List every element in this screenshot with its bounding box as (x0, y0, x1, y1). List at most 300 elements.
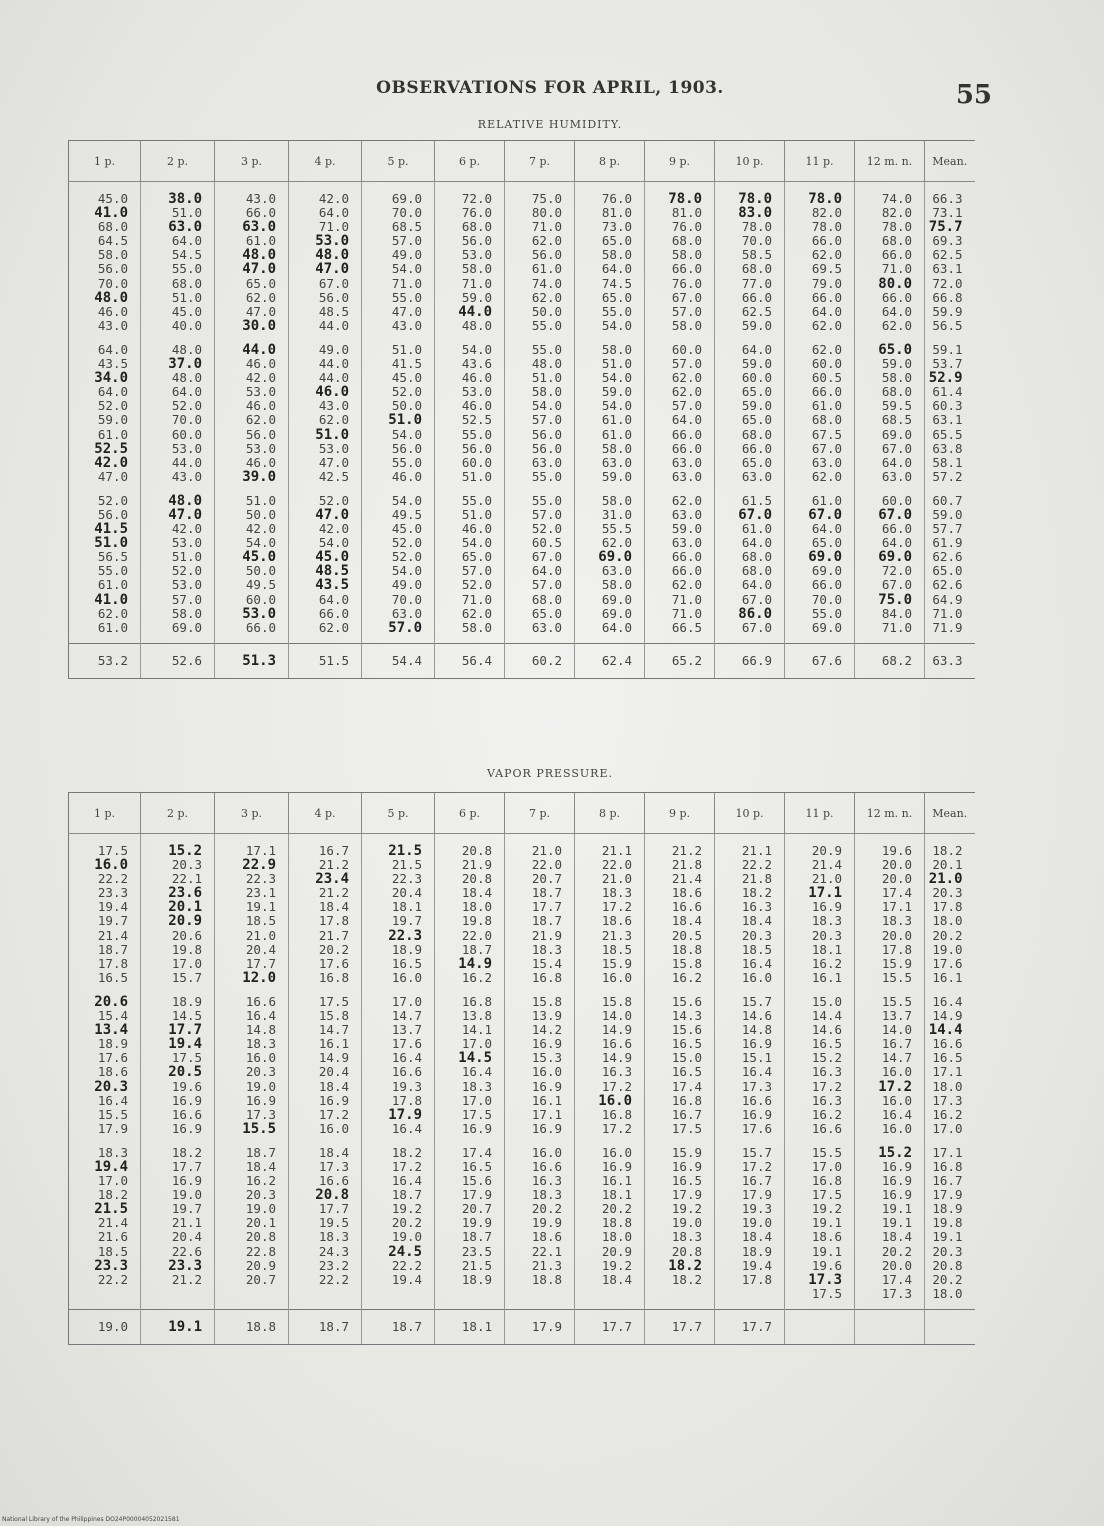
table-cell: 48.0 (435, 319, 505, 333)
table-row (69, 914, 975, 928)
table-cell: 19.2 (575, 1259, 645, 1273)
table-cell: 16.3 (575, 1065, 645, 1079)
table-cell: 49.0 (362, 578, 435, 592)
table-cell: 62.5 (925, 248, 975, 262)
table-cell: 14.6 (785, 1023, 855, 1037)
table-cell: 18.8 (645, 943, 715, 957)
table-cell: 48.0 (289, 248, 362, 262)
column-header: 9 p. (645, 793, 715, 834)
table-cell: 15.2 (785, 1051, 855, 1065)
table-cell: 68.5 (362, 220, 435, 234)
table-cell: 16.0 (69, 858, 141, 872)
column-header: 10 p. (715, 793, 785, 834)
table-cell: 55.0 (362, 291, 435, 305)
table-row (69, 1287, 975, 1301)
table-row (69, 957, 975, 971)
table-cell: 51.0 (362, 413, 435, 427)
table-row (69, 319, 975, 333)
table-cell: 64.0 (855, 305, 925, 319)
mean-cell (855, 1309, 925, 1344)
table-cell: 67.0 (645, 291, 715, 305)
table-cell: 19.2 (362, 1202, 435, 1216)
table-cell: 68.0 (855, 234, 925, 248)
table-cell: 15.9 (645, 1146, 715, 1160)
table-cell: 70.0 (362, 593, 435, 607)
table-cell: 74.5 (575, 277, 645, 291)
table-cell: 63.8 (925, 442, 975, 456)
table-cell: 62.0 (575, 536, 645, 550)
table-cell: 51.0 (505, 371, 575, 385)
table-cell: 15.8 (289, 1009, 362, 1023)
table-cell: 43.0 (141, 470, 215, 484)
table-cell: 20.5 (645, 929, 715, 943)
table-cell: 63.0 (645, 536, 715, 550)
table-cell: 61.0 (715, 522, 785, 536)
table-cell: 19.6 (785, 1259, 855, 1273)
table-cell: 61.0 (215, 234, 289, 248)
table-cell: 18.2 (69, 1188, 141, 1202)
table-cell: 16.7 (855, 1037, 925, 1051)
table-cell: 31.0 (575, 508, 645, 522)
table-cell: 62.0 (215, 413, 289, 427)
table-cell: 20.8 (289, 1188, 362, 1202)
table-cell: 81.0 (575, 206, 645, 220)
table-cell: 17.9 (362, 1108, 435, 1122)
table-cell: 60.0 (715, 371, 785, 385)
column-header: 7 p. (505, 141, 575, 182)
table-cell: 53.0 (215, 442, 289, 456)
table-cell: 17.0 (435, 1094, 505, 1108)
table-cell: 21.9 (505, 929, 575, 943)
table-cell: 17.9 (435, 1188, 505, 1202)
table-cell: 19.6 (855, 844, 925, 858)
table-cell: 16.7 (715, 1174, 785, 1188)
table-cell: 64.0 (855, 536, 925, 550)
table-cell: 45.0 (69, 192, 141, 206)
table-cell: 40.0 (141, 319, 215, 333)
table-cell: 43.0 (215, 192, 289, 206)
mean-cell: 19.0 (69, 1309, 141, 1344)
table-cell: 20.8 (925, 1259, 975, 1273)
table-cell: 15.9 (575, 957, 645, 971)
table-cell: 16.4 (435, 1065, 505, 1079)
mean-cell: 62.4 (575, 643, 645, 678)
table-cell: 41.5 (362, 357, 435, 371)
table-cell: 79.0 (785, 277, 855, 291)
table-cell: 16.9 (855, 1188, 925, 1202)
table-row (69, 886, 975, 900)
mean-cell (785, 1309, 855, 1344)
table-cell: 17.2 (715, 1160, 785, 1174)
table-cell: 62.0 (785, 343, 855, 357)
table-cell: 51.0 (289, 428, 362, 442)
table-cell: 17.6 (362, 1037, 435, 1051)
table-cell: 16.4 (69, 1094, 141, 1108)
table-cell: 51.0 (141, 206, 215, 220)
table-cell: 63.1 (925, 413, 975, 427)
table-cell: 53.7 (925, 357, 975, 371)
column-header: 5 p. (362, 793, 435, 834)
table-row (69, 357, 975, 371)
table-cell: 18.7 (435, 943, 505, 957)
table-cell: 18.9 (715, 1245, 785, 1259)
table-cell: 78.0 (785, 220, 855, 234)
table-cell: 44.0 (289, 371, 362, 385)
table-cell: 68.0 (435, 220, 505, 234)
table-cell: 18.9 (362, 943, 435, 957)
table-cell: 50.0 (362, 399, 435, 413)
table-row (69, 1160, 975, 1174)
table-cell: 56.0 (435, 234, 505, 248)
table-cell: 20.8 (435, 844, 505, 858)
table-cell: 21.1 (715, 844, 785, 858)
table-cell: 20.0 (855, 872, 925, 886)
table-cell: 54.0 (505, 399, 575, 413)
table-cell: 65.0 (715, 456, 785, 470)
table-cell: 42.0 (215, 522, 289, 536)
table-cell: 49.5 (215, 578, 289, 592)
table-cell: 55.0 (505, 343, 575, 357)
table-cell: 19.2 (645, 1202, 715, 1216)
table-cell: 14.7 (362, 1009, 435, 1023)
table-row (69, 536, 975, 550)
table-cell: 52.0 (69, 494, 141, 508)
table-cell: 17.2 (855, 1080, 925, 1094)
table-cell: 16.5 (645, 1174, 715, 1188)
table-cell: 57.0 (645, 357, 715, 371)
table-cell: 15.9 (855, 957, 925, 971)
table-cell: 46.0 (435, 399, 505, 413)
table-cell: 22.9 (215, 858, 289, 872)
table-cell: 18.8 (575, 1216, 645, 1230)
table-cell: 17.3 (925, 1094, 975, 1108)
table-cell: 54.0 (435, 536, 505, 550)
table-cell: 61.0 (785, 494, 855, 508)
table-cell: 46.0 (435, 371, 505, 385)
table-cell: 63.0 (575, 456, 645, 470)
table-row (69, 872, 975, 886)
table-cell: 20.4 (289, 1065, 362, 1079)
table-cell: 17.5 (141, 1051, 215, 1065)
table-cell: 16.9 (505, 1122, 575, 1136)
table-cell: 20.7 (505, 872, 575, 886)
table-cell: 19.9 (505, 1216, 575, 1230)
table-cell: 16.4 (362, 1174, 435, 1188)
table-cell: 17.2 (362, 1160, 435, 1174)
table-cell: 15.4 (69, 1009, 141, 1023)
table-cell: 16.5 (925, 1051, 975, 1065)
table-cell: 58.0 (69, 248, 141, 262)
table-cell: 16.6 (575, 1037, 645, 1051)
table-cell: 69.0 (785, 621, 855, 635)
table-cell: 20.7 (215, 1273, 289, 1287)
table-cell: 58.0 (435, 262, 505, 276)
table-cell: 65.5 (925, 428, 975, 442)
table-cell: 47.0 (215, 262, 289, 276)
table-cell: 21.2 (289, 886, 362, 900)
table-row (69, 277, 975, 291)
table-cell: 24.5 (362, 1245, 435, 1259)
column-header: 2 p. (141, 793, 215, 834)
table-cell: 51.0 (435, 508, 505, 522)
column-header: 4 p. (289, 793, 362, 834)
table-cell: 19.0 (645, 1216, 715, 1230)
table-cell: 16.9 (289, 1094, 362, 1108)
table-row (69, 1202, 975, 1216)
table-cell: 43.5 (69, 357, 141, 371)
table-cell: 16.0 (362, 971, 435, 985)
table-cell: 60.3 (925, 399, 975, 413)
table-cell: 16.8 (435, 995, 505, 1009)
table-cell: 18.3 (435, 1080, 505, 1094)
table-cell: 19.1 (855, 1216, 925, 1230)
table-cell: 63.0 (362, 607, 435, 621)
table-cell: 52.0 (141, 399, 215, 413)
table-cell: 16.7 (645, 1108, 715, 1122)
table-cell: 16.0 (855, 1122, 925, 1136)
table-cell: 16.0 (575, 1146, 645, 1160)
table-cell: 46.0 (362, 470, 435, 484)
table-caption-relative-humidity: RELATIVE HUMIDITY. (477, 118, 623, 131)
table-cell: 19.5 (289, 1216, 362, 1230)
table-cell: 19.0 (715, 1216, 785, 1230)
table-cell: 18.3 (505, 943, 575, 957)
table-cell: 22.3 (215, 872, 289, 886)
table-cell: 12.0 (215, 971, 289, 985)
table-cell: 21.4 (69, 929, 141, 943)
page-number: 55 (955, 80, 992, 110)
table-cell: 66.8 (925, 291, 975, 305)
table-cell: 66.0 (785, 385, 855, 399)
table-cell: 42.0 (141, 522, 215, 536)
table-cell: 62.0 (855, 319, 925, 333)
table-cell: 55.0 (141, 262, 215, 276)
table-cell: 52.5 (435, 413, 505, 427)
table-cell: 20.3 (925, 1245, 975, 1259)
table-cell: 20.8 (215, 1230, 289, 1244)
table-cell: 62.0 (645, 371, 715, 385)
table-cell: 55.0 (505, 319, 575, 333)
table-cell: 17.2 (575, 1122, 645, 1136)
table-cell: 65.0 (925, 564, 975, 578)
table-cell: 17.8 (289, 914, 362, 928)
table-cell: 16.9 (435, 1122, 505, 1136)
column-header: 3 p. (215, 141, 289, 182)
mean-cell: 18.8 (215, 1309, 289, 1344)
table-cell: 69.0 (855, 550, 925, 564)
table-cell: 16.2 (215, 1174, 289, 1188)
table-cell: 13.7 (855, 1009, 925, 1023)
table-row (69, 399, 975, 413)
table-cell: 19.0 (141, 1188, 215, 1202)
table-cell: 59.1 (925, 343, 975, 357)
table-cell: 18.9 (69, 1037, 141, 1051)
column-header: 11 p. (785, 793, 855, 834)
table-cell: 60.0 (785, 357, 855, 371)
table-cell: 64.0 (715, 536, 785, 550)
table-cell: 47.0 (289, 262, 362, 276)
table-cell: 22.3 (362, 872, 435, 886)
table-cell: 39.0 (215, 470, 289, 484)
table-row (69, 494, 975, 508)
table-cell: 82.0 (855, 206, 925, 220)
table-cell: 19.0 (925, 943, 975, 957)
table-cell: 62.0 (69, 607, 141, 621)
table-cell: 16.4 (362, 1122, 435, 1136)
table-cell: 52.0 (289, 494, 362, 508)
table-cell: 71.0 (435, 593, 505, 607)
mean-cell: 52.6 (141, 643, 215, 678)
table-cell: 17.5 (645, 1122, 715, 1136)
table-cell: 21.0 (925, 872, 975, 886)
table-cell: 18.6 (785, 1230, 855, 1244)
table-cell: 45.0 (141, 305, 215, 319)
table-cell: 47.0 (141, 508, 215, 522)
table-cell: 77.0 (715, 277, 785, 291)
mean-cell: 18.7 (289, 1309, 362, 1344)
table-cell: 64.0 (785, 522, 855, 536)
table-cell: 22.2 (362, 1259, 435, 1273)
table-cell: 57.0 (505, 578, 575, 592)
table-cell: 21.5 (435, 1259, 505, 1273)
table-cell: 78.0 (855, 220, 925, 234)
table-cell: 22.8 (215, 1245, 289, 1259)
table-cell: 16.9 (141, 1122, 215, 1136)
table-cell: 58.0 (645, 319, 715, 333)
table-cell: 60.5 (785, 371, 855, 385)
table-cell: 60.0 (855, 494, 925, 508)
table-cell: 18.0 (925, 1080, 975, 1094)
table-cell: 14.2 (505, 1023, 575, 1037)
table-cell: 38.0 (141, 192, 215, 206)
table-cell: 62.0 (785, 470, 855, 484)
table-row (69, 192, 975, 206)
table-cell: 16.9 (505, 1080, 575, 1094)
table-cell: 66.0 (645, 428, 715, 442)
table-cell: 23.3 (141, 1259, 215, 1273)
table-cell: 16.2 (925, 1108, 975, 1122)
mean-cell: 53.2 (69, 643, 141, 678)
table-cell: 20.1 (215, 1216, 289, 1230)
table-cell: 17.8 (855, 943, 925, 957)
table-cell: 22.0 (505, 858, 575, 872)
table-row (69, 1216, 975, 1230)
table-row (69, 385, 975, 399)
table-cell: 16.2 (785, 957, 855, 971)
table-cell: 71.0 (289, 220, 362, 234)
table-cell: 54.0 (435, 343, 505, 357)
table-row (69, 1146, 975, 1160)
table-cell: 18.9 (435, 1273, 505, 1287)
table-cell: 16.2 (785, 1108, 855, 1122)
table-cell: 68.0 (715, 550, 785, 564)
table-row (69, 508, 975, 522)
table-row (69, 1188, 975, 1202)
table-cell: 18.4 (289, 1146, 362, 1160)
table-cell: 16.8 (289, 971, 362, 985)
table-cell: 16.8 (925, 1160, 975, 1174)
table-cell: 45.0 (362, 522, 435, 536)
table-cell: 47.0 (289, 456, 362, 470)
table-cell: 66.0 (855, 291, 925, 305)
table-row (69, 1023, 975, 1037)
table-row (69, 550, 975, 564)
table-cell: 61.0 (69, 428, 141, 442)
table-cell: 69.3 (925, 234, 975, 248)
table-cell: 16.9 (141, 1174, 215, 1188)
table-cell: 19.6 (141, 1080, 215, 1094)
table-cell: 20.0 (855, 1259, 925, 1273)
table-cell: 53.0 (215, 385, 289, 399)
table-cell: 18.5 (715, 943, 785, 957)
table-row (69, 1230, 975, 1244)
table-cell: 16.9 (855, 1160, 925, 1174)
table-cell: 20.0 (855, 858, 925, 872)
table-cell: 21.0 (505, 844, 575, 858)
table-cell: 55.0 (69, 564, 141, 578)
table-cell: 82.0 (785, 206, 855, 220)
column-header: 5 p. (362, 141, 435, 182)
table-cell: 76.0 (645, 277, 715, 291)
table-cell: 20.3 (215, 1065, 289, 1079)
table-cell: 20.2 (925, 929, 975, 943)
table-cell: 48.0 (215, 248, 289, 262)
table-cell: 17.2 (575, 900, 645, 914)
table-cell: 21.5 (362, 858, 435, 872)
table-row (69, 456, 975, 470)
table-cell: 68.0 (785, 413, 855, 427)
table-cell: 69.0 (362, 192, 435, 206)
column-header: 9 p. (645, 141, 715, 182)
table-cell: 16.0 (855, 1094, 925, 1108)
table-cell: 22.6 (141, 1245, 215, 1259)
table-cell: 51.0 (215, 494, 289, 508)
column-header: 12 m. n. (855, 793, 925, 834)
table-cell: 44.0 (289, 357, 362, 371)
table-cell: 15.7 (715, 995, 785, 1009)
table-cell: 16.9 (715, 1037, 785, 1051)
table-cell: 42.0 (69, 456, 141, 470)
table-cell: 78.0 (715, 192, 785, 206)
table-cell: 21.9 (435, 858, 505, 872)
table-cell: 22.0 (435, 929, 505, 943)
table-cell: 57.0 (645, 399, 715, 413)
table-cell: 30.0 (215, 319, 289, 333)
table-cell: 21.2 (645, 844, 715, 858)
table-cell: 56.0 (289, 291, 362, 305)
table-cell: 18.7 (362, 1188, 435, 1202)
table-row (69, 1108, 975, 1122)
table-cell: 17.9 (925, 1188, 975, 1202)
table-cell: 64.5 (69, 234, 141, 248)
table-row (69, 305, 975, 319)
table-cell: 69.5 (785, 262, 855, 276)
table-cell: 71.0 (645, 593, 715, 607)
table-cell: 52.0 (505, 522, 575, 536)
table-cell: 52.0 (362, 550, 435, 564)
table-row (69, 1037, 975, 1051)
table-cell: 17.0 (69, 1174, 141, 1188)
mean-row (69, 643, 975, 678)
table-cell: 18.6 (69, 1065, 141, 1079)
table-cell (715, 1287, 785, 1301)
column-header: 4 p. (289, 141, 362, 182)
table-cell: 16.5 (785, 1037, 855, 1051)
table-cell: 47.0 (215, 305, 289, 319)
table-cell: 17.4 (435, 1146, 505, 1160)
table-cell: 21.2 (289, 858, 362, 872)
table-cell: 16.6 (715, 1094, 785, 1108)
